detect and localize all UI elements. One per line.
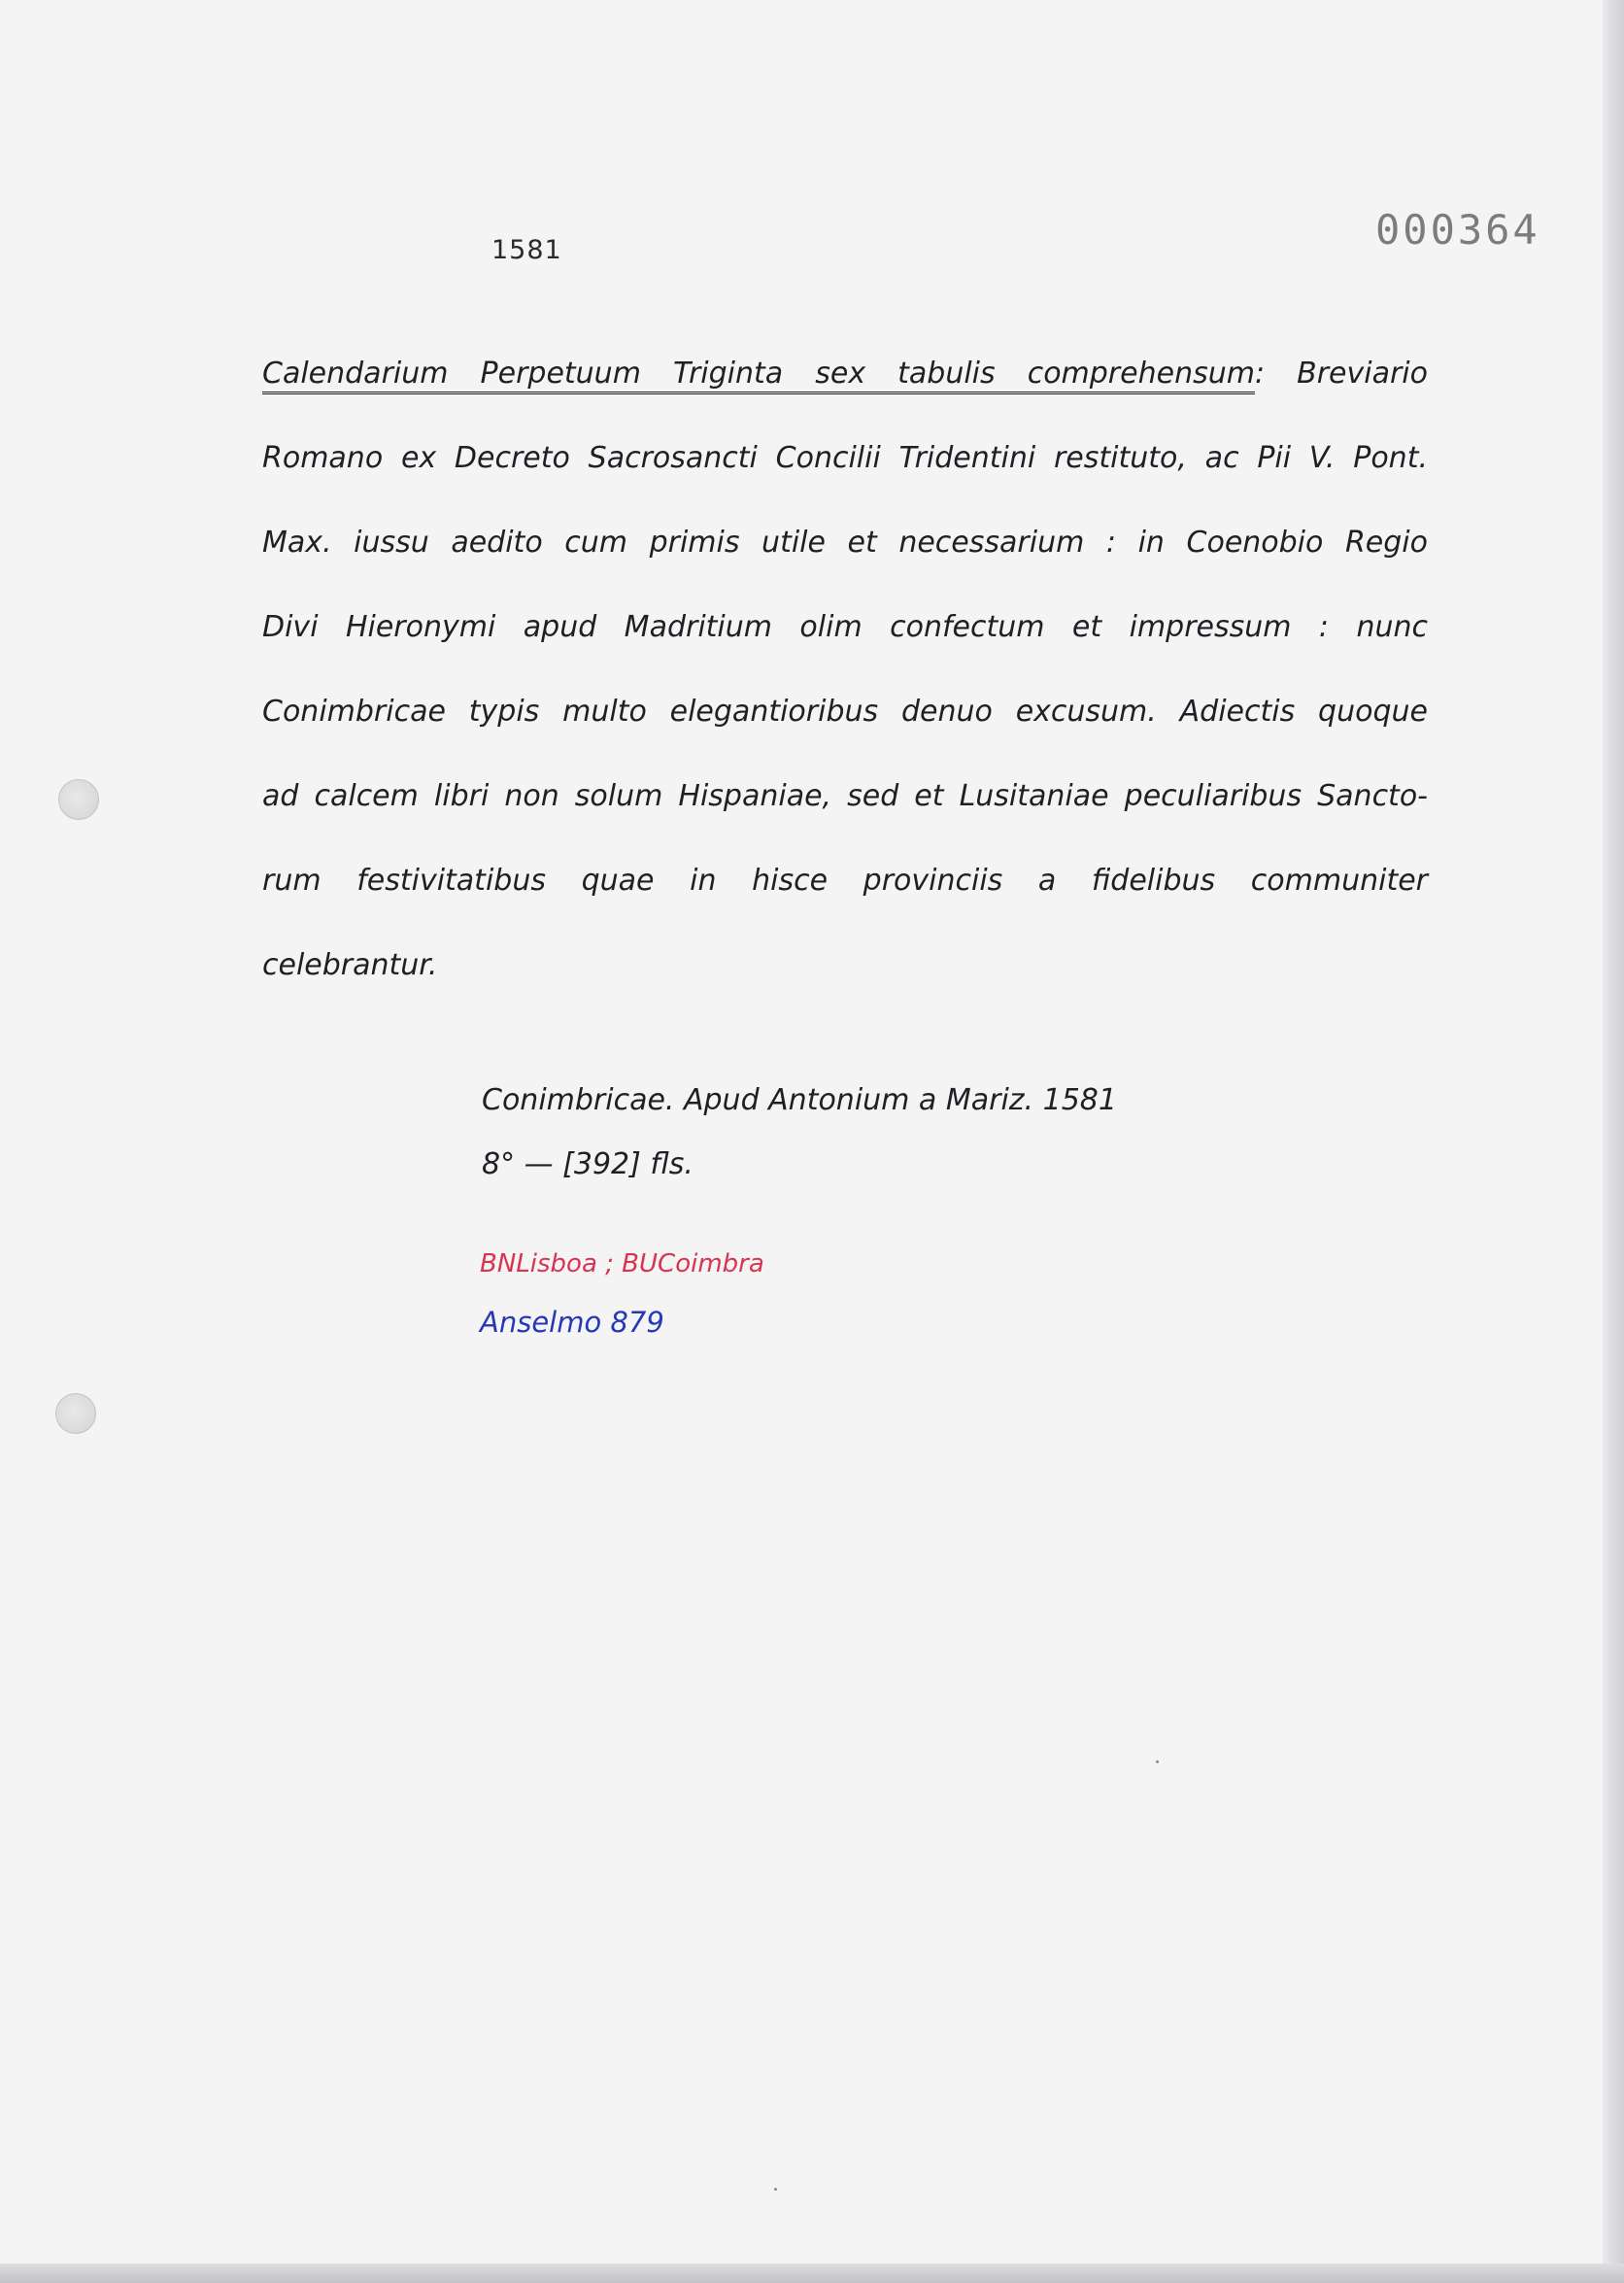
- description-line-2: Romano ex Decreto Sacrosancti Concilii Tridentini restituto, ac Pii V. Pont.: [262, 441, 1428, 475]
- bibliographic-description: [262, 345, 1428, 1021]
- sheet-edge-bottom: [0, 2264, 1624, 2283]
- description-line-4: Divi Hieronymi apud Madritium olim confectum et impressum : nunc: [262, 610, 1428, 644]
- imprint-block: [482, 1069, 1117, 1197]
- description-line-8: celebrantur.: [262, 948, 438, 982]
- description-line-5: Conimbricae typis multo elegantioribus denuo excusum. Adiectis quoque: [262, 695, 1428, 729]
- bibliography-reference: Anselmo 879: [480, 1306, 664, 1339]
- sheet-edge-right: [1603, 0, 1624, 2283]
- paper-speck: [1156, 1760, 1159, 1763]
- imprint-place-printer-date: Conimbricae. Apud Antonium a Mariz. 1581: [482, 1083, 1117, 1117]
- description-line-1-rest: : Breviario: [1254, 357, 1429, 391]
- work-title: Calendarium Perpetuum Triginta sex tabulis comprehensum: [262, 357, 1255, 394]
- paper-speck: [774, 2188, 777, 2191]
- imprint-format-extent: 8° — [392] fls.: [482, 1147, 694, 1181]
- punch-hole-top: [58, 779, 99, 820]
- description-line-1: [262, 345, 1428, 429]
- description-line-6: ad calcem libri non solum Hispaniae, sed et Lusitaniae peculiaribus Sancto-: [262, 779, 1428, 813]
- description-line-7: rum festivitatibus quae in hisce provinciis a fidelibus communiter: [262, 864, 1428, 898]
- year-heading: 1581: [491, 235, 562, 265]
- punch-hole-bottom: [55, 1393, 96, 1434]
- holdings-libraries: BNLisboa ; BUCoimbra: [480, 1249, 764, 1278]
- record-number-stamp: 000364: [1375, 206, 1540, 254]
- description-line-3: Max. iussu aedito cum primis utile et necessarium : in Coenobio Regio: [262, 526, 1428, 560]
